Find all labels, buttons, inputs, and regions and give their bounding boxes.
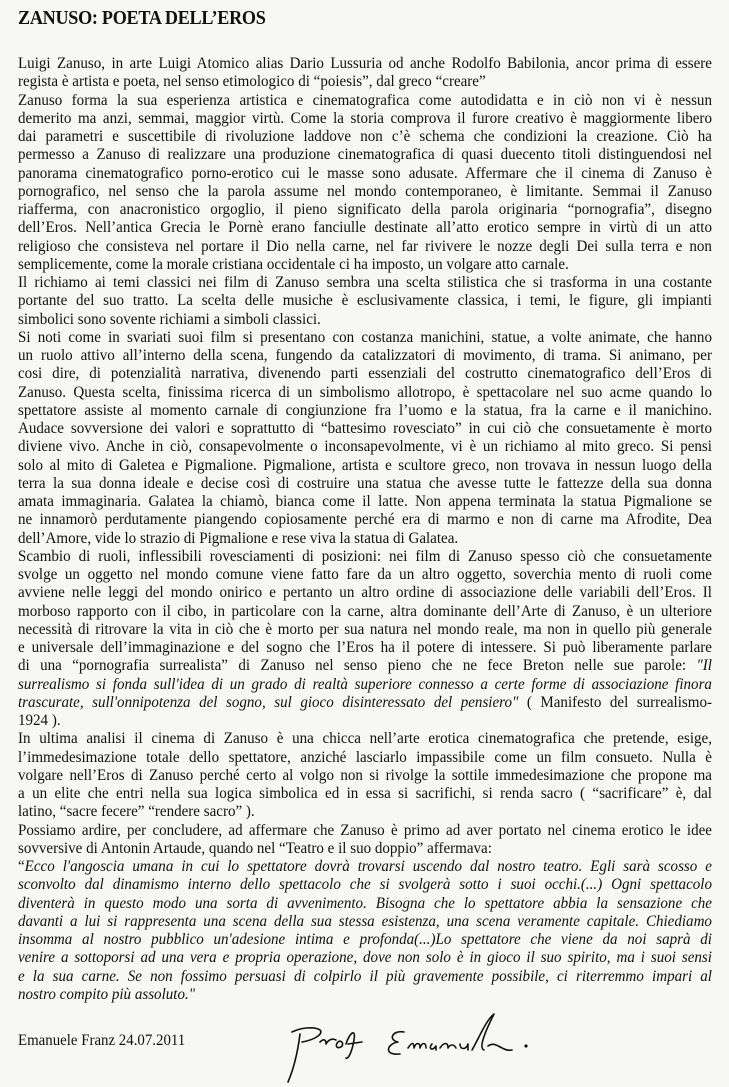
- line-text: simbolici sono sovente richiami a simboli classici.: [18, 309, 321, 328]
- line-text: solo al mito di Galetea e Pigmalione. Pigmalione, artista e scultore greco, non trovava in nessun luogo della: [18, 455, 712, 474]
- line-text: religioso che consisteva nel portare il Dio nella carne, nel far rivivere le nozze degli Dei sulla terra e non: [18, 236, 712, 255]
- text-line: [18, 419, 712, 437]
- text-line: [18, 145, 712, 163]
- line-text: Il richiamo ai temi classici nei film di Zanuso sembra una scelta stilistica che si trasforma in una costante: [18, 273, 712, 291]
- line-text: a un elite che entri nella sua logica simbolica ed in essa si sacrifichi, si renda sacro ( “sacrificare” è, dal: [18, 784, 712, 802]
- line-text: di una “pornografia surrealista” di Zanuso nel senso pieno che ne fece Breton nelle sue parole:: [18, 656, 687, 675]
- text-line: [18, 346, 712, 364]
- line-text: latino, “sacre fecere” “rendere sacro” ).: [18, 802, 255, 821]
- line-text: In ultima analisi il cinema di Zanuso è una chicca nell’arte erotica cinematografica che pretende, esige,: [18, 729, 712, 748]
- italic-quote-text: e la sua carne. Se non fossimo persuasi di colpirlo il più gravemente possibile, ci riterremmo impari al: [18, 966, 712, 985]
- line-text: amata immaginaria. Galatea la chiamò, bianca come il latte. Non appena terminata la statua Pigmalione se: [18, 492, 712, 510]
- text-line: [18, 164, 712, 182]
- line-text: riafferma, con anacronistico orgoglio, il pieno significato della parola originaria “pornografia”, disegno: [18, 200, 712, 218]
- line-text: 1924 ).: [18, 711, 61, 729]
- line-text: Zanuso forma la sua esperienza artistica e cinematografica come autodidatta e in ciò non vi è nessun: [18, 90, 712, 109]
- line-text: cosi dire, di potenzialità narrativa, divenendo parti essenziali del costrutto cinematografico dell’Eros di: [18, 364, 712, 383]
- text-line: [18, 602, 712, 620]
- text-line: [18, 456, 712, 474]
- line-text: svolge un oggetto nel mondo comune viene fatto fare da un altro oggetto, soverchia mento di ruoli come: [18, 565, 712, 583]
- text-line: [18, 510, 712, 528]
- text-line: [18, 656, 712, 674]
- line-text: e universale dell’immaginazione e del sogno che l’Eros ha il potere di intessere. Si può liberamente parlare: [18, 638, 712, 656]
- text-line: [18, 437, 712, 455]
- text-line: [18, 821, 712, 839]
- line-text: dell’Amore, vide lo strazio di Pigmalione e rese viva la statua di Galatea.: [18, 528, 459, 547]
- text-line: [18, 182, 712, 200]
- text-line: [18, 930, 712, 948]
- italic-quote-text: trascurate, sull'onnipotenza del sogno, sul gioco disinteressato del pensiero": [18, 692, 519, 711]
- text-line: [18, 711, 712, 729]
- handwritten-signature: [280, 1010, 590, 1086]
- line-text: panorama cinematografico porno-erotico cui le masse sono adusate. Affermare che il cinema di Zanuso è: [18, 163, 712, 182]
- line-text: avviene nelle leggi del mondo onirico e pertanto un altro ordine di associazione delle variabili dell’Eros. Il: [18, 583, 712, 602]
- text-line: [18, 802, 712, 820]
- italic-quote-text: diventerà in questo modo una sorta di avvenimento. Bisogna che lo spettatore abbia la sensazione che: [18, 893, 712, 912]
- text-line: [18, 529, 712, 547]
- italic-quote-text: venire a sottoporsi ad una vera e propria operazione, dove non solo è in gioco il suo spirito, ma i suoi sensi: [18, 948, 712, 967]
- line-text: semplicemente, come la morale cristiana occidentale ci ha imposto, un volgare atto carnale.: [18, 254, 569, 273]
- text-line: [18, 948, 712, 966]
- text-line: [18, 474, 712, 492]
- italic-quote-text: davanti a lui si rappresenta una scena della sua stessa esistenza, una scena veramente capitale. Chiediamo: [18, 911, 712, 930]
- text-line: [18, 237, 712, 255]
- text-line: [18, 218, 712, 236]
- text-line: [18, 912, 712, 930]
- line-text: morboso rapporto con il cibo, in particolare con la carne, altra dominante dell’Arte di Zanuso, è un ulteriore: [18, 601, 712, 620]
- line-text: terra la sua donna ideale e decise così di costruire una statua che avesse tutte le fattezze della sua donna: [18, 473, 712, 492]
- text-line: [18, 638, 712, 656]
- italic-quote-text: surrealismo si fonda sull'idea di un grado di realtà superiore connesso a certe forme di associazione finora: [18, 674, 712, 693]
- text-line: [18, 875, 712, 893]
- line-text: Luigi Zanuso, in arte Luigi Atomico alias Dario Lussuria od anche Rodolfo Babilonia, ancor prima di essere: [18, 54, 712, 72]
- text-line: [18, 547, 712, 565]
- text-line: [18, 200, 712, 218]
- line-text: Scambio di ruoli, inflessibili rovesciamenti di posizioni: nei film di Zanuso spesso ciò che consuetamente: [18, 546, 712, 565]
- line-text: dai parametri e suscettibile di rivoluzione laddove non c’è schema che condizioni la creazione. Ciò ha: [18, 127, 712, 145]
- text-line: [18, 492, 712, 510]
- line-text: Audace sovversione dei valori e soprattutto di “battesimo rovesciato” in cui ciò che consuetamente è morto: [18, 419, 712, 437]
- line-text: demerito ma anzi, semmai, maggior virtù. Come la storia comprova il furore creativo è maggiormente libero: [18, 108, 712, 127]
- text-line: [18, 620, 712, 638]
- line-text: Zanuso. Questa scelta, finissima ricerca di un simbolismo allotropo, è spettacolare nel suo acme quando lo: [18, 382, 712, 401]
- text-line: [18, 383, 712, 401]
- text-line: [18, 565, 712, 583]
- text-line: [18, 839, 712, 857]
- line-text: portante del suo tratto. La scelta delle musiche è esclusivamente classica, i temi, le figure, gli impianti: [18, 291, 712, 310]
- line-text: permesso a Zanuso di realizzare una produzione cinematografica di quasi duecento titoli distinguendosi nel: [18, 145, 712, 164]
- document-title: ZANUSO: POETA DELL’EROS: [18, 8, 266, 29]
- text-line: [18, 72, 712, 90]
- italic-quote-text: nostro compito più assoluto.": [18, 984, 196, 1003]
- text-line: [18, 127, 712, 145]
- line-text: sovversive di Antonin Artaude, quando nel “Teatro e il suo doppio” affermava:: [18, 838, 492, 857]
- author-date: Emanuele Franz 24.07.2011: [18, 1032, 186, 1049]
- line-text: “: [18, 857, 25, 875]
- text-line: [18, 54, 712, 72]
- line-text: ( Manifesto del surrealismo-: [526, 692, 712, 711]
- text-line: [18, 857, 712, 875]
- line-text: diviene vivo. Anche in ciò, consapevolmente o inconsapevolmente, vi è un richiamo al mito greco. Si pensi: [18, 437, 712, 456]
- italic-quote-text: insomma al nostro pubblico un'adesione intima e profonda(...)Lo spettatore che viene da noi saprà di: [18, 930, 712, 948]
- document-body: [18, 54, 712, 1003]
- text-line: [18, 328, 712, 346]
- text-line: [18, 766, 712, 784]
- text-line: [18, 583, 712, 601]
- line-text: ne innamorò perdutamente piangendo copiosamente perché era di marmo e non di carne ma Afrodite, Dea: [18, 510, 712, 529]
- text-line: [18, 693, 712, 711]
- line-text: pornografico, nel senso che la parola assume nel mondo contemporaneo, è limitante. Semmai il Zanuso: [18, 181, 712, 200]
- line-text: regista è artista e poeta, nel senso etimologico di “poiesis”, dal greco “creare”: [18, 72, 486, 91]
- line-text: volgare nell’Eros di Zanuso perché certo al volgo non si rivolge la sottile immedesimazione che propone ma: [18, 765, 712, 784]
- line-text: spettatore assiste al momento carnale di congiunzione fra l’uomo e la statua, fra la carne e il manichino.: [18, 400, 712, 419]
- text-line: [18, 255, 712, 273]
- text-line: [18, 967, 712, 985]
- text-line: [18, 985, 712, 1003]
- text-line: [18, 273, 712, 291]
- line-text: dell’Eros. Nell’antica Grecia le Pornè erano fanciulle destinate all’atto erotico sempre in virtù di un atto: [18, 218, 712, 237]
- line-text: un ruolo attivo all’interno della scena, fungendo da catalizzatori di movimento, di trama. Si animano, per: [18, 346, 712, 364]
- text-line: [18, 894, 712, 912]
- text-line: [18, 748, 712, 766]
- line-text: Possiamo ardire, per concludere, ad affermare che Zanuso è primo ad aver portato nel cinema erotico le idee: [18, 820, 712, 839]
- text-line: [18, 729, 712, 747]
- line-text: l’immedesimazione totale dello spettatore, anziché lasciarlo impassibile come un film consueto. Nulla è: [18, 747, 712, 766]
- text-line: [18, 310, 712, 328]
- line-text: Si noti come in svariati suoi film si presentano con costanza manichini, statue, a volte animate, che hanno: [18, 327, 712, 346]
- text-line: [18, 401, 712, 419]
- text-line: [18, 675, 712, 693]
- italic-quote-text: Ecco l'angoscia umana in cui lo spettatore dovrà trovarsi uscendo dal nostro teatro. Egli sarà scosso e: [24, 857, 712, 875]
- line-text: necessità di ritrovare la vita in ciò che è morto per sua natura nel mondo reale, ma non in quello più generale: [18, 619, 712, 638]
- text-line: [18, 109, 712, 127]
- italic-quote-text: "Il: [696, 656, 712, 675]
- text-line: [18, 364, 712, 382]
- italic-quote-text: sconvolto dal dinamismo interno dello spettacolo che si svolgerà sotto i suoi occhi.(...) Ogni spettacolo: [18, 875, 712, 894]
- text-line: [18, 291, 712, 309]
- text-line: [18, 91, 712, 109]
- text-line: [18, 784, 712, 802]
